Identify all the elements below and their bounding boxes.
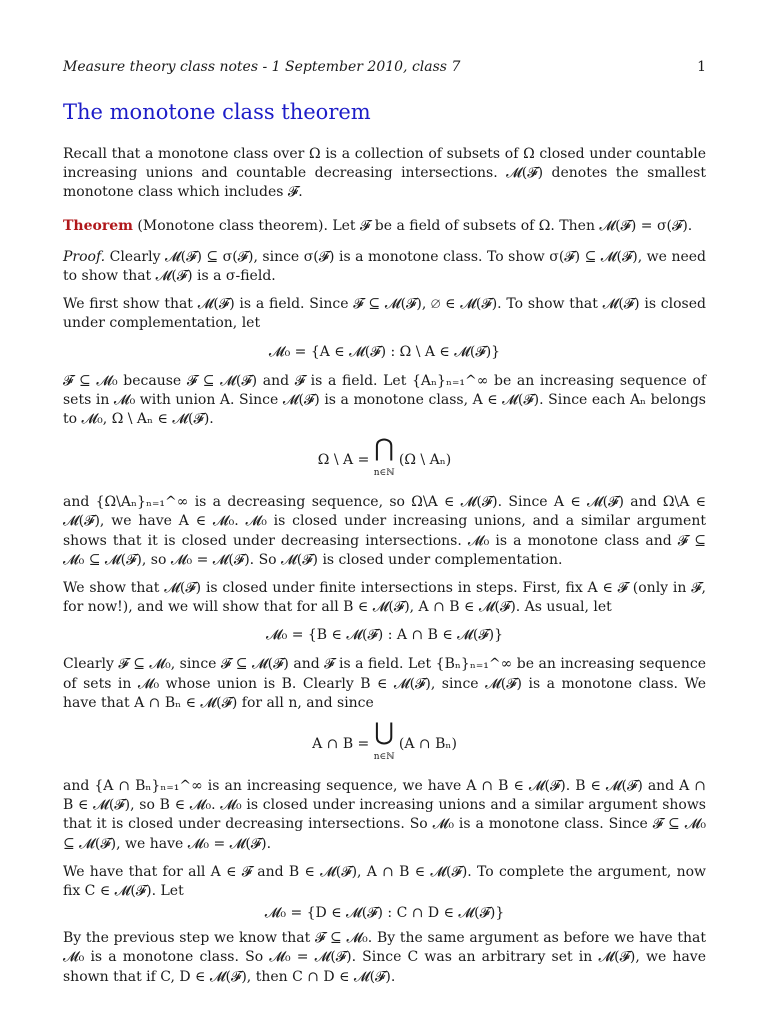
theorem-text: (Monotone class theorem). Let 𝓕 be a field of subsets of Ω. Then 𝓜(𝓕) = σ(𝓕).: [137, 217, 693, 234]
complement-paragraph-1: 𝓕 ⊆ 𝓜₀ because 𝓕 ⊆ 𝓜(𝓕) and 𝓕 is a field. Let {Aₙ}ₙ₌₁^∞ be an increasing sequence of sets in 𝓜₀ with union A. Since 𝓜(𝓕) is a monotone class, A ∈ 𝓜(𝓕). Since each Aₙ belongs to 𝓜₀, Ω \ Aₙ ∈ 𝓜(𝓕).: [63, 372, 706, 428]
equation-union: [63, 718, 706, 767]
union-operator: ⋃: [374, 718, 394, 747]
eq4-left: A ∩ B =: [312, 736, 370, 753]
intro-paragraph: Recall that a monotone class over Ω is a collection of subsets of Ω closed under countable increasing unions and countable decreasing intersections. 𝓜(𝓕) denotes the smallest monotone class which includes 𝓕.: [63, 146, 706, 201]
intersection-subscript: n∈ℕ: [373, 468, 395, 479]
field-paragraph: We first show that 𝓜(𝓕) is a field. Since 𝓕 ⊆ 𝓜(𝓕), ∅ ∈ 𝓜(𝓕). To show that 𝓜(𝓕) is closed under complementation, let: [63, 296, 706, 332]
eq2-right: (Ω \ Aₙ): [398, 452, 452, 469]
intersection-operator: ⋂: [374, 434, 394, 463]
page-number: 1: [697, 59, 706, 75]
eq4-right: (A ∩ Bₙ): [398, 736, 457, 753]
equation-complement-intersection: [63, 434, 706, 483]
section-title: The monotone class theorem: [63, 100, 371, 124]
complement-paragraph-2: and {Ω\Aₙ}ₙ₌₁^∞ is a decreasing sequence, so Ω\A ∈ 𝓜(𝓕). Since A ∈ 𝓜(𝓕) and Ω\A ∈ 𝓜(𝓕), we have A ∈ 𝓜₀. 𝓜₀ is closed under increasing unions, and a similar argument shows that it is closed under decreasing intersections. 𝓜₀ is a monotone class and 𝓕 ⊆ 𝓜₀ ⊆ 𝓜(𝓕), so 𝓜₀ = 𝓜(𝓕). So 𝓜(𝓕) is closed under complementation.: [63, 494, 706, 568]
proof-paragraph: [63, 248, 706, 286]
theorem-statement: [63, 217, 706, 236]
equation-m0-intersection: 𝓜₀ = {B ∈ 𝓜(𝓕) : A ∩ B ∈ 𝓜(𝓕)}: [265, 627, 504, 644]
final-paragraph: By the previous step we know that 𝓕 ⊆ 𝓜₀. By the same argument as before we have that 𝓜₀ is a monotone class. So 𝓜₀ = 𝓜(𝓕). Since C was an arbitrary set in 𝓜(𝓕), we have shown that if C, D ∈ 𝓜(𝓕), then C ∩ D ∈ 𝓜(𝓕).: [63, 930, 706, 985]
equation-m0-complement: 𝓜₀ = {A ∈ 𝓜(𝓕) : Ω \ A ∈ 𝓜(𝓕)}: [268, 343, 501, 360]
proof-label: Proof.: [63, 248, 106, 265]
big-intersection: [373, 434, 395, 483]
union-subscript: n∈ℕ: [373, 752, 395, 763]
running-header: [63, 58, 706, 76]
intersection-paragraph-1: We show that 𝓜(𝓕) is closed under finite intersections in steps. First, fix A ∈ 𝓕 (only in 𝓕, for now!), and we will show that for all B ∈ 𝓜(𝓕), A ∩ B ∈ 𝓜(𝓕). As usual, let: [63, 580, 706, 616]
intersection-paragraph-3: and {A ∩ Bₙ}ₙ₌₁^∞ is an increasing sequence, we have A ∩ B ∈ 𝓜(𝓕). B ∈ 𝓜(𝓕) and A ∩ B ∈ 𝓜(𝓕), so B ∈ 𝓜₀. 𝓜₀ is closed under increasing unions and a similar argument shows that it is closed under decreasing intersections. So 𝓜₀ is a monotone class. Since 𝓕 ⊆ 𝓜₀ ⊆ 𝓜(𝓕), we have 𝓜₀ = 𝓜(𝓕).: [63, 778, 706, 852]
theorem-label: Theorem: [63, 217, 133, 234]
proof-text: Clearly 𝓜(𝓕) ⊆ σ(𝓕), since σ(𝓕) is a monotone class. To show σ(𝓕) ⊆ 𝓜(𝓕), we need to show that 𝓜(𝓕) is a σ-field.: [63, 248, 706, 285]
eq2-left: Ω \ A =: [317, 452, 370, 469]
intersection-paragraph-4: We have that for all A ∈ 𝓕 and B ∈ 𝓜(𝓕), A ∩ B ∈ 𝓜(𝓕). To complete the argument, now fix C ∈ 𝓜(𝓕). Let: [63, 863, 706, 900]
big-union: [373, 718, 395, 767]
running-title: Measure theory class notes - 1 September 2010, class 7: [63, 59, 461, 75]
equation-m0-final: 𝓜₀ = {D ∈ 𝓜(𝓕) : C ∩ D ∈ 𝓜(𝓕)}: [264, 905, 505, 922]
intersection-paragraph-2: Clearly 𝓕 ⊆ 𝓜₀, since 𝓕 ⊆ 𝓜(𝓕) and 𝓕 is a field. Let {Bₙ}ₙ₌₁^∞ be an increasing sequence of sets in 𝓜₀ whose union is B. Clearly B ∈ 𝓜(𝓕), since 𝓜(𝓕) is a monotone class. We have that A ∩ Bₙ ∈ 𝓜(𝓕) for all n, and since: [63, 656, 706, 711]
